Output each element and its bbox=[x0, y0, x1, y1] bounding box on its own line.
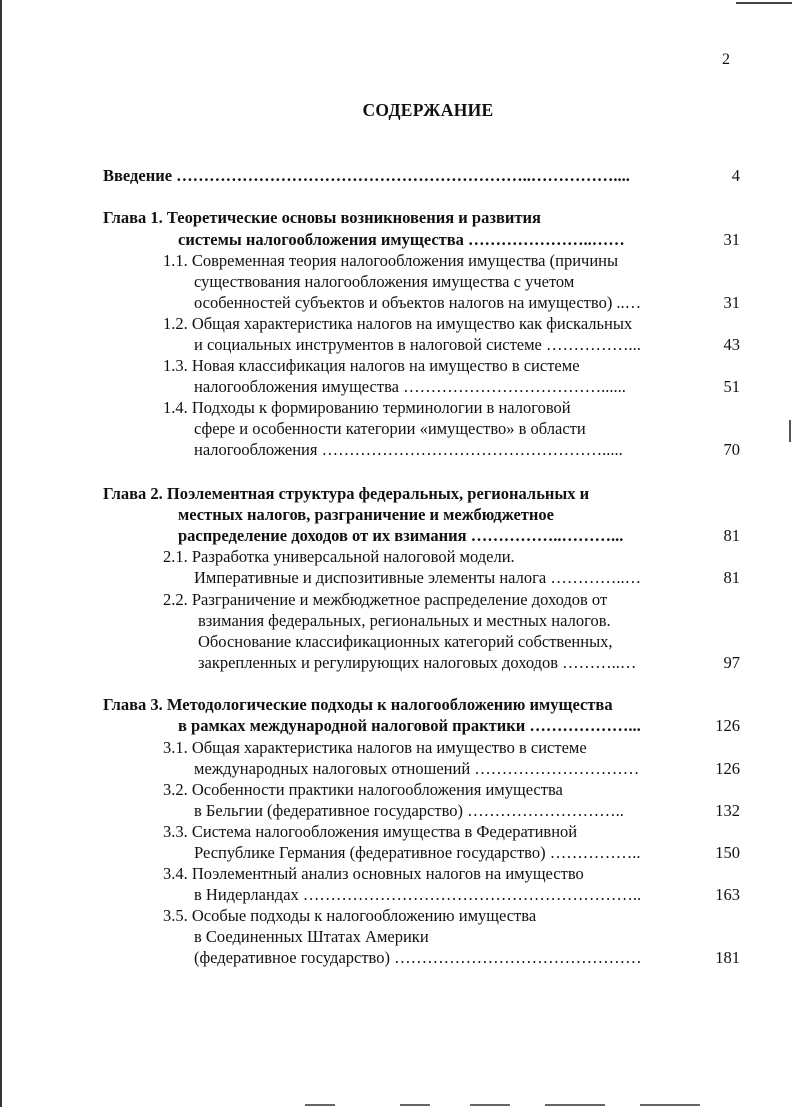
scan-edge-bottom-5 bbox=[640, 1104, 700, 1106]
toc-3-4-line2: в Нидерландах …………………………………………………….. bbox=[194, 885, 642, 904]
toc-1-4-line1: 1.4. Подходы к формированию терминологии в налоговой bbox=[163, 398, 571, 417]
toc-3-5-line2: в Соединенных Штатах Америки bbox=[194, 927, 429, 946]
toc-1-1-line3: особенностей субъектов и объектов налогов на имущество) ..… bbox=[194, 293, 642, 312]
scan-edge-bottom-3 bbox=[470, 1104, 510, 1106]
scan-edge-bottom-2 bbox=[400, 1104, 430, 1106]
toc-3-5-line3: (федеративное государство) ……………………………………… bbox=[194, 948, 642, 967]
toc-3-3-line1: 3.3. Система налогообложения имущества в Федеративной bbox=[163, 822, 578, 841]
toc-3-1-line1: 3.1. Общая характеристика налогов на имущество в системе bbox=[163, 738, 587, 757]
toc-ch2-page: 81 bbox=[723, 526, 740, 545]
toc-3-3-page: 150 bbox=[715, 843, 740, 862]
scan-edge-bottom-4 bbox=[545, 1104, 605, 1106]
toc-2-1-line1: 2.1. Разработка универсальной налоговой модели. bbox=[163, 547, 515, 566]
toc-3-2-line1: 3.2. Особенности практики налогообложения имущества bbox=[163, 780, 563, 799]
toc-1-1-page: 31 bbox=[723, 293, 740, 312]
toc-ch1-line1: Глава 1. Теоретические основы возникновения и развития bbox=[103, 208, 541, 227]
toc-intro: Введение ………………………………………………………..…………….... bbox=[103, 166, 630, 185]
toc-1-3-page: 51 bbox=[723, 377, 740, 396]
toc-1-2-line2: и социальных инструментов в налоговой системе ……………... bbox=[194, 335, 641, 354]
toc-2-2-line4: закрепленных и регулирующих налоговых доходов ………..… bbox=[198, 653, 637, 672]
toc-2-1-line2: Императивные и диспозитивные элементы налога …………..… bbox=[194, 568, 642, 587]
toc-1-4-line3: налогообложения ……………………………………………..... bbox=[194, 440, 623, 459]
toc-3-3-line2: Республике Германия (федеративное государство) …………….. bbox=[194, 843, 641, 862]
toc-1-2-page: 43 bbox=[723, 335, 740, 354]
toc-3-1-page: 126 bbox=[715, 759, 740, 778]
toc-3-1-line2: международных налоговых отношений ………………………… bbox=[194, 759, 640, 778]
toc-ch1-line2: системы налогообложения имущества …………………..…… bbox=[178, 230, 625, 249]
toc-ch3-line2: в рамках международной налоговой практики ………………... bbox=[178, 716, 641, 735]
toc-2-2-page: 97 bbox=[723, 653, 740, 672]
toc-2-2-line3: Обоснование классификационных категорий собственных, bbox=[198, 632, 613, 651]
toc-1-3-line1: 1.3. Новая классификация налогов на имущество в системе bbox=[163, 356, 580, 375]
toc-2-1-page: 81 bbox=[723, 568, 740, 587]
toc-ch2-line2: местных налогов, разграничение и межбюджетное bbox=[178, 505, 554, 524]
toc-1-4-page: 70 bbox=[723, 440, 740, 459]
toc-intro-page: 4 bbox=[731, 166, 740, 185]
toc-ch2-line3: распределение доходов от их взимания ……………..………... bbox=[178, 526, 624, 545]
scan-edge-left bbox=[0, 0, 2, 1107]
toc-3-5-line1: 3.5. Особые подходы к налогообложению имущества bbox=[163, 906, 537, 925]
toc-1-3-line2: налогообложения имущества ………………………………...... bbox=[194, 377, 626, 396]
toc-1-4-line2: сфере и особенности категории «имущество» в области bbox=[194, 419, 586, 438]
scan-edge-top-right bbox=[736, 2, 792, 4]
toc-1-1-line2: существования налогообложения имущества с учетом bbox=[194, 272, 575, 291]
scan-edge-right-mark bbox=[789, 420, 791, 442]
toc-ch3-page: 126 bbox=[715, 716, 740, 735]
toc-3-2-page: 132 bbox=[715, 801, 740, 820]
toc-ch2-line1: Глава 2. Поэлементная структура федеральных, региональных и bbox=[103, 484, 590, 503]
toc-2-2-line2: взимания федеральных, региональных и местных налогов. bbox=[198, 611, 611, 630]
toc-ch3-line1: Глава 3. Методологические подходы к налогообложению имущества bbox=[103, 695, 613, 714]
toc-3-5-page: 181 bbox=[715, 948, 740, 967]
toc-3-4-page: 163 bbox=[715, 885, 740, 904]
toc-1-1-line1: 1.1. Современная теория налогообложения имущества (причины bbox=[163, 251, 619, 270]
page-title: СОДЕРЖАНИЕ bbox=[362, 100, 494, 120]
toc-3-2-line2: в Бельгии (федеративное государство) ……………………….. bbox=[194, 801, 624, 820]
page-number: 2 bbox=[722, 51, 730, 68]
toc-ch1-page: 31 bbox=[723, 230, 740, 249]
toc-3-4-line1: 3.4. Поэлементный анализ основных налогов на имущество bbox=[163, 864, 584, 883]
scan-edge-bottom-1 bbox=[305, 1104, 335, 1106]
toc-2-2-line1: 2.2. Разграничение и межбюджетное распределение доходов от bbox=[163, 590, 608, 609]
toc-1-2-line1: 1.2. Общая характеристика налогов на имущество как фискальных bbox=[163, 314, 633, 333]
